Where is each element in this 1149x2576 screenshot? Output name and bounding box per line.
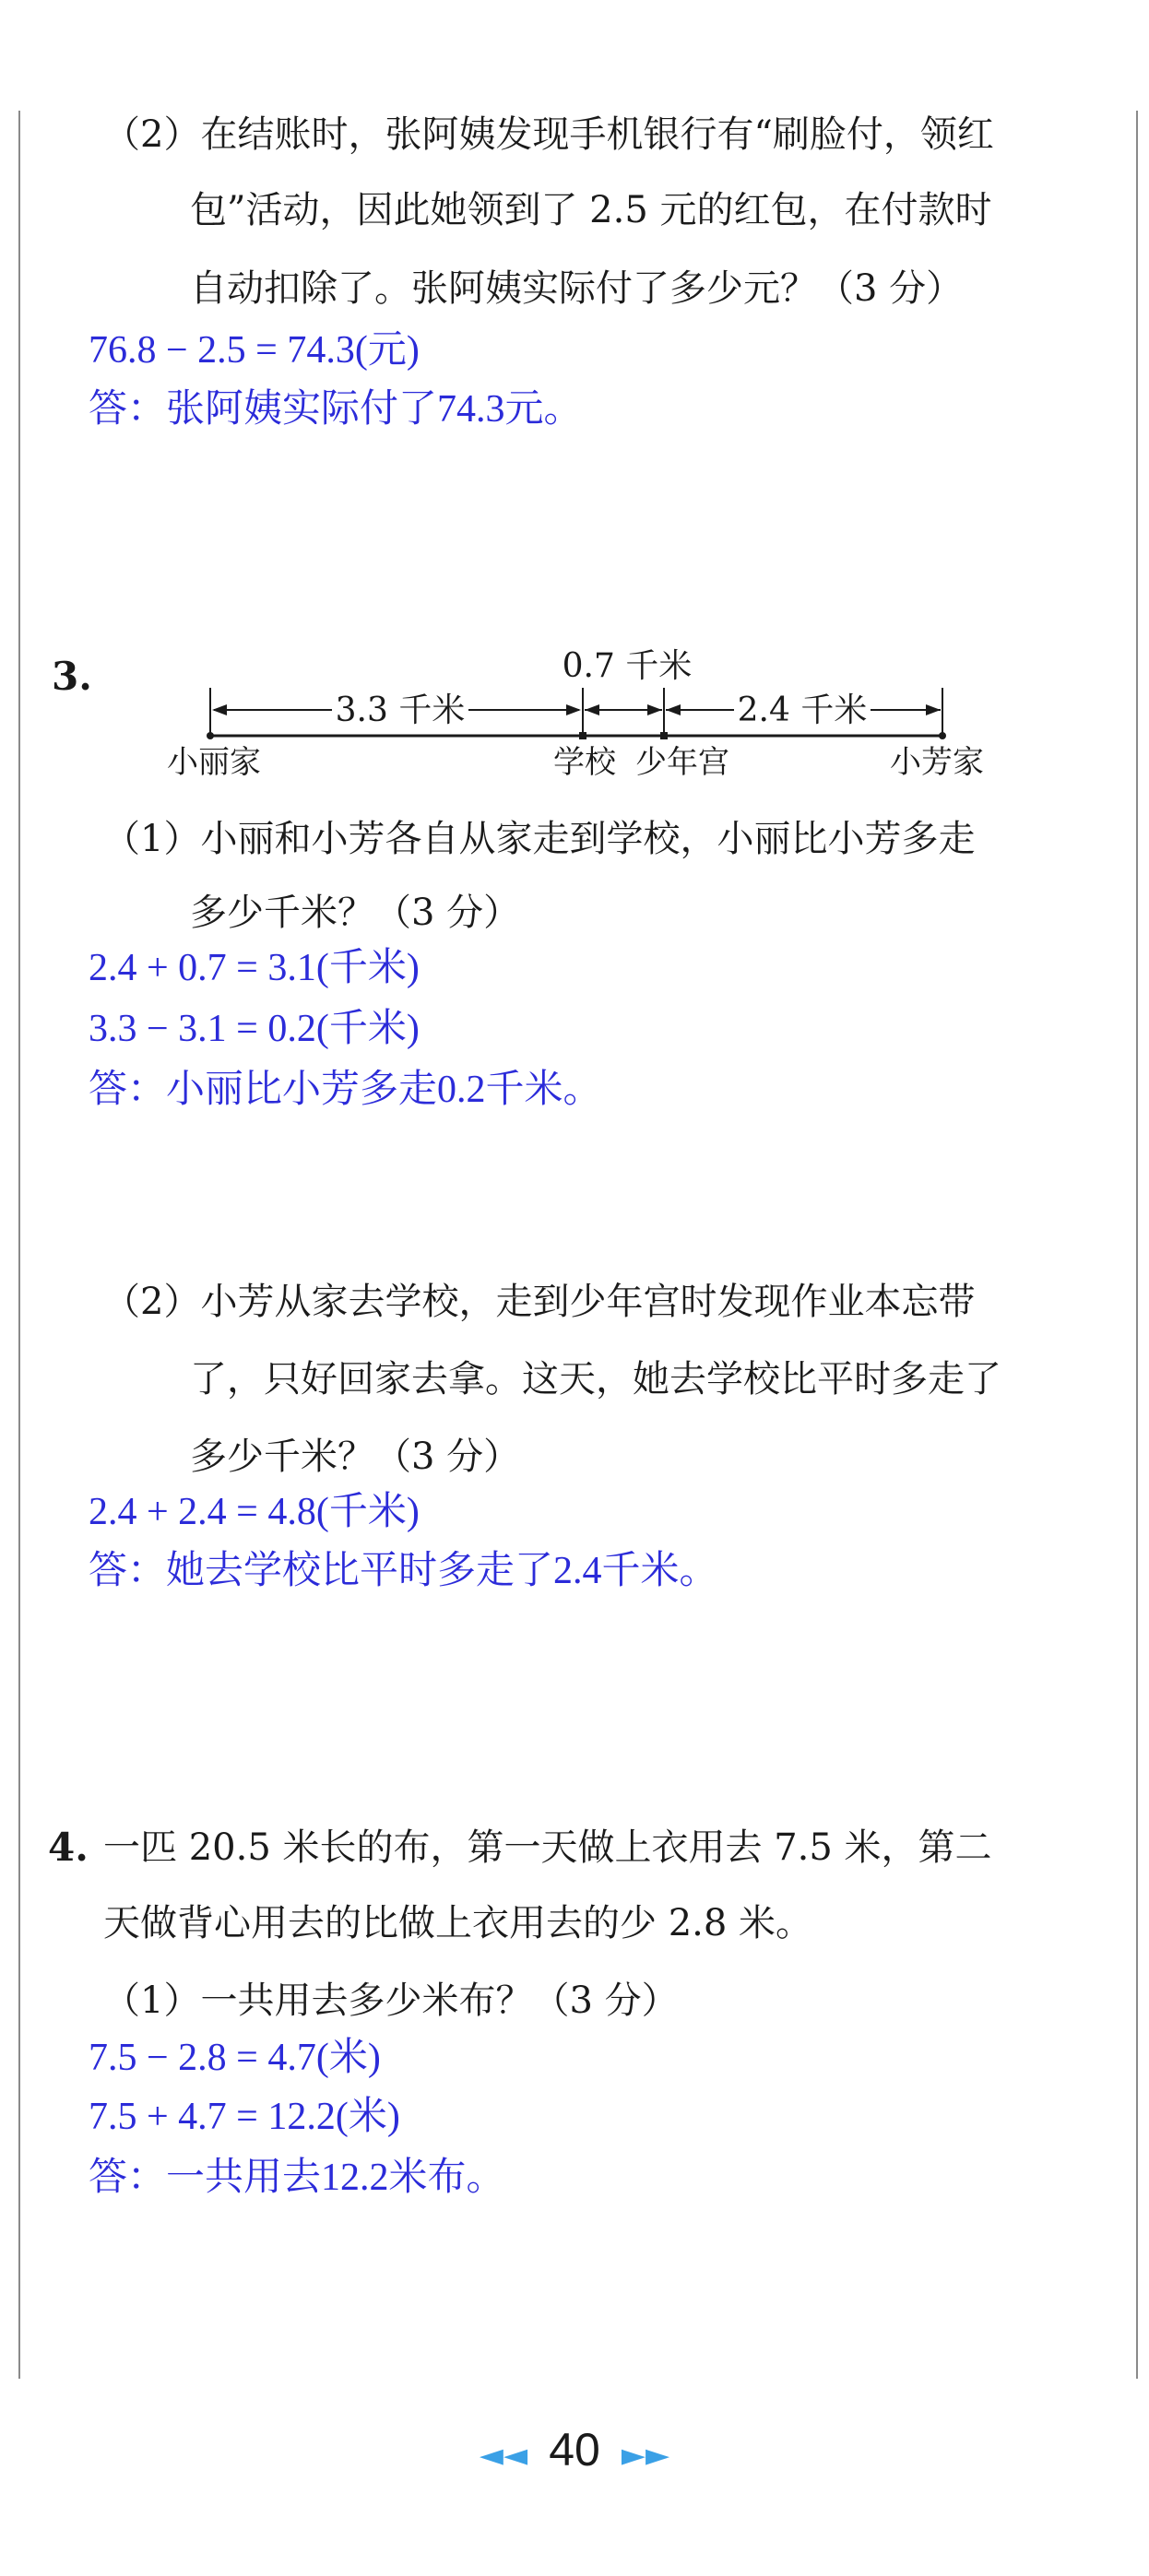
page-footer <box>0 2423 1149 2476</box>
distance-diagram <box>0 636 1149 793</box>
question-text: 天做背心用去的比做上衣用去的少 2.8 米。 <box>103 1902 813 1944</box>
point-home-fang <box>939 732 946 739</box>
right-margin-line <box>1136 111 1138 2379</box>
question-number: 3. <box>52 654 92 699</box>
point-school <box>579 732 586 739</box>
answer-statement: 答：张阿姨实际付了74.3元。 <box>89 388 583 431</box>
prev-arrows-icon: ◄◄ <box>479 2437 528 2474</box>
answer-equation: 7.5 + 4.7 = 12.2(米) <box>89 2096 400 2138</box>
place-label: 学校 <box>553 744 616 781</box>
answer-statement: 答：一共用去12.2米布。 <box>89 2157 505 2199</box>
answer-equation: 7.5 − 2.8 = 4.7(米) <box>89 2037 381 2079</box>
answer-equation: 2.4 + 2.4 = 4.8(千米) <box>89 1491 420 1533</box>
answer-equation: 76.8 − 2.5 = 74.3(元) <box>89 329 420 372</box>
answer-equation: 2.4 + 0.7 = 3.1(千米) <box>89 947 420 989</box>
answer-statement: 答：小丽比小芳多走0.2千米。 <box>89 1069 602 1111</box>
question-text: （1）一共用去多少米布？（3 分） <box>103 1979 679 2022</box>
question-text: 自动扣除了。张阿姨实际付了多少元？（3 分） <box>190 267 964 310</box>
place-label: 小芳家 <box>890 744 984 781</box>
question-text: 包”活动，因此她领到了 2.5 元的红包，在付款时 <box>190 189 992 231</box>
answer-equation: 3.3 − 3.1 = 0.2(千米) <box>89 1008 420 1050</box>
segment-label: 3.3 千米 <box>335 691 466 729</box>
next-arrows-icon: ►► <box>621 2437 670 2474</box>
place-label: 小丽家 <box>167 744 261 781</box>
question-text: （2）在结账时，张阿姨发现手机银行有“刷脸付，领红 <box>103 113 994 156</box>
question-text: 一匹 20.5 米长的布，第一天做上衣用去 7.5 米，第二 <box>103 1826 992 1869</box>
page-number: 40 <box>549 2424 600 2476</box>
question-text: 多少千米？（3 分） <box>190 1436 521 1478</box>
question-text: 多少千米？（3 分） <box>190 892 521 934</box>
question-text: （2）小芳从家去学校，走到少年宫时发现作业本忘带 <box>103 1281 976 1323</box>
answer-statement: 答：她去学校比平时多走了2.4千米。 <box>89 1550 718 1592</box>
question-text: （1）小丽和小芳各自从家走到学校，小丽比小芳多走 <box>103 818 976 860</box>
segment-label: 2.4 千米 <box>737 691 868 729</box>
question-text: 了，只好回家去拿。这天，她去学校比平时多走了 <box>190 1358 1001 1400</box>
segment-label: 0.7 千米 <box>562 647 693 685</box>
question-number: 4. <box>48 1825 89 1870</box>
point-palace <box>660 732 668 739</box>
point-home-li <box>207 732 214 739</box>
place-label: 少年宫 <box>635 744 729 781</box>
left-margin-line <box>18 111 20 2379</box>
